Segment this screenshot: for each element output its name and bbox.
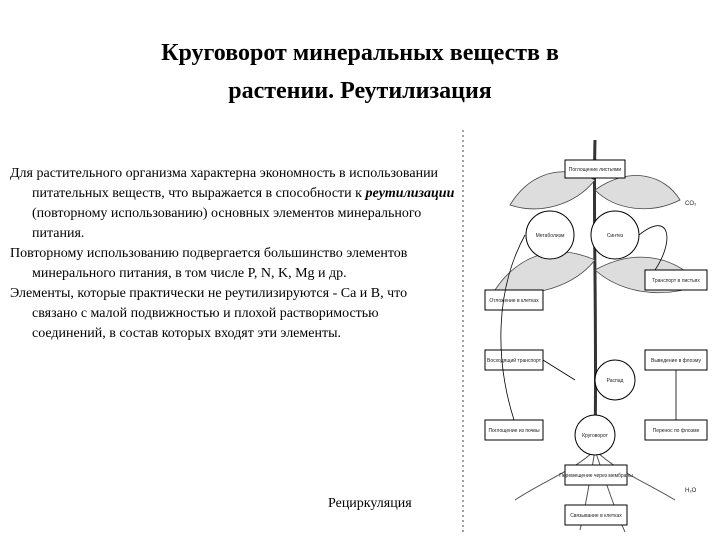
svg-text:Перемещение через мембраны: Перемещение через мембраны [559, 473, 633, 479]
circle-cycle-label: Круговорот [582, 433, 608, 439]
title-line-1: Круговорот минеральных веществ в [161, 40, 559, 66]
svg-text:Поглощение из почвы: Поглощение из почвы [488, 428, 540, 434]
box-soil-uptake [485, 420, 543, 440]
circle-metabolism-label: Метаболизм [535, 233, 565, 239]
body-text [10, 164, 455, 344]
box-phloem-transfer [645, 420, 707, 440]
svg-text:Перенос по флоэме: Перенос по флоэме [652, 428, 700, 434]
svg-text:Поглощение листьями: Поглощение листьями [568, 167, 622, 173]
reutilization-term: реутилизации [365, 186, 455, 201]
box-membrane-transfer [559, 465, 633, 485]
svg-text:Восходящий транспорт: Восходящий транспорт [486, 358, 542, 364]
slide-title [40, 34, 680, 110]
box-cell-deposition [485, 290, 543, 310]
title-line-2: растении. Реутилизация [228, 78, 492, 104]
svg-text:Выведение в флоэму: Выведение в флоэму [651, 358, 701, 364]
paragraph-2: Повторному использованию подвергается большинство элементов минерального питания, в том числе P, N, K, Mg и др. [10, 246, 408, 281]
svg-text:Отложение в клетках: Отложение в клетках [489, 298, 539, 304]
plant-diagram-svg [455, 120, 720, 540]
plant-cycle-diagram [455, 120, 720, 540]
box-leaf-uptake [565, 160, 625, 178]
svg-text:Транспорт в листьях: Транспорт в листьях [652, 278, 700, 284]
plant-stem [594, 140, 595, 450]
cycle-arrows [501, 226, 676, 420]
co2-label: CO₂ [685, 201, 697, 207]
box-upward-transport [485, 350, 543, 370]
leaf-right-top [595, 176, 680, 209]
circle-decay-label: Распад [606, 378, 624, 384]
paragraph-1 [10, 164, 455, 244]
box-cell-binding [565, 505, 627, 525]
circle-synthesis-label: Синтез [606, 233, 624, 239]
paragraph-3: Элементы, которые практически не реутилизируются - Ca и B, что связано с малой подвижностью и плохой растворимостью соединений, в состав которых входят эти элементы. [10, 286, 408, 341]
paragraph-1-end: (повторному использованию) основных элементов минерального питания. [32, 206, 422, 241]
recirculation-label: Рециркуляция [328, 496, 412, 511]
svg-text:Связывание в клетках: Связывание в клетках [570, 513, 622, 519]
h2o-label: H₂O [685, 488, 697, 494]
paragraph-1-start: Для растительного организма характерна экономность в использовании питательных веществ, что выражается в способности к [10, 166, 439, 201]
box-phloem-export [645, 350, 707, 370]
box-leaf-transport [645, 270, 707, 290]
